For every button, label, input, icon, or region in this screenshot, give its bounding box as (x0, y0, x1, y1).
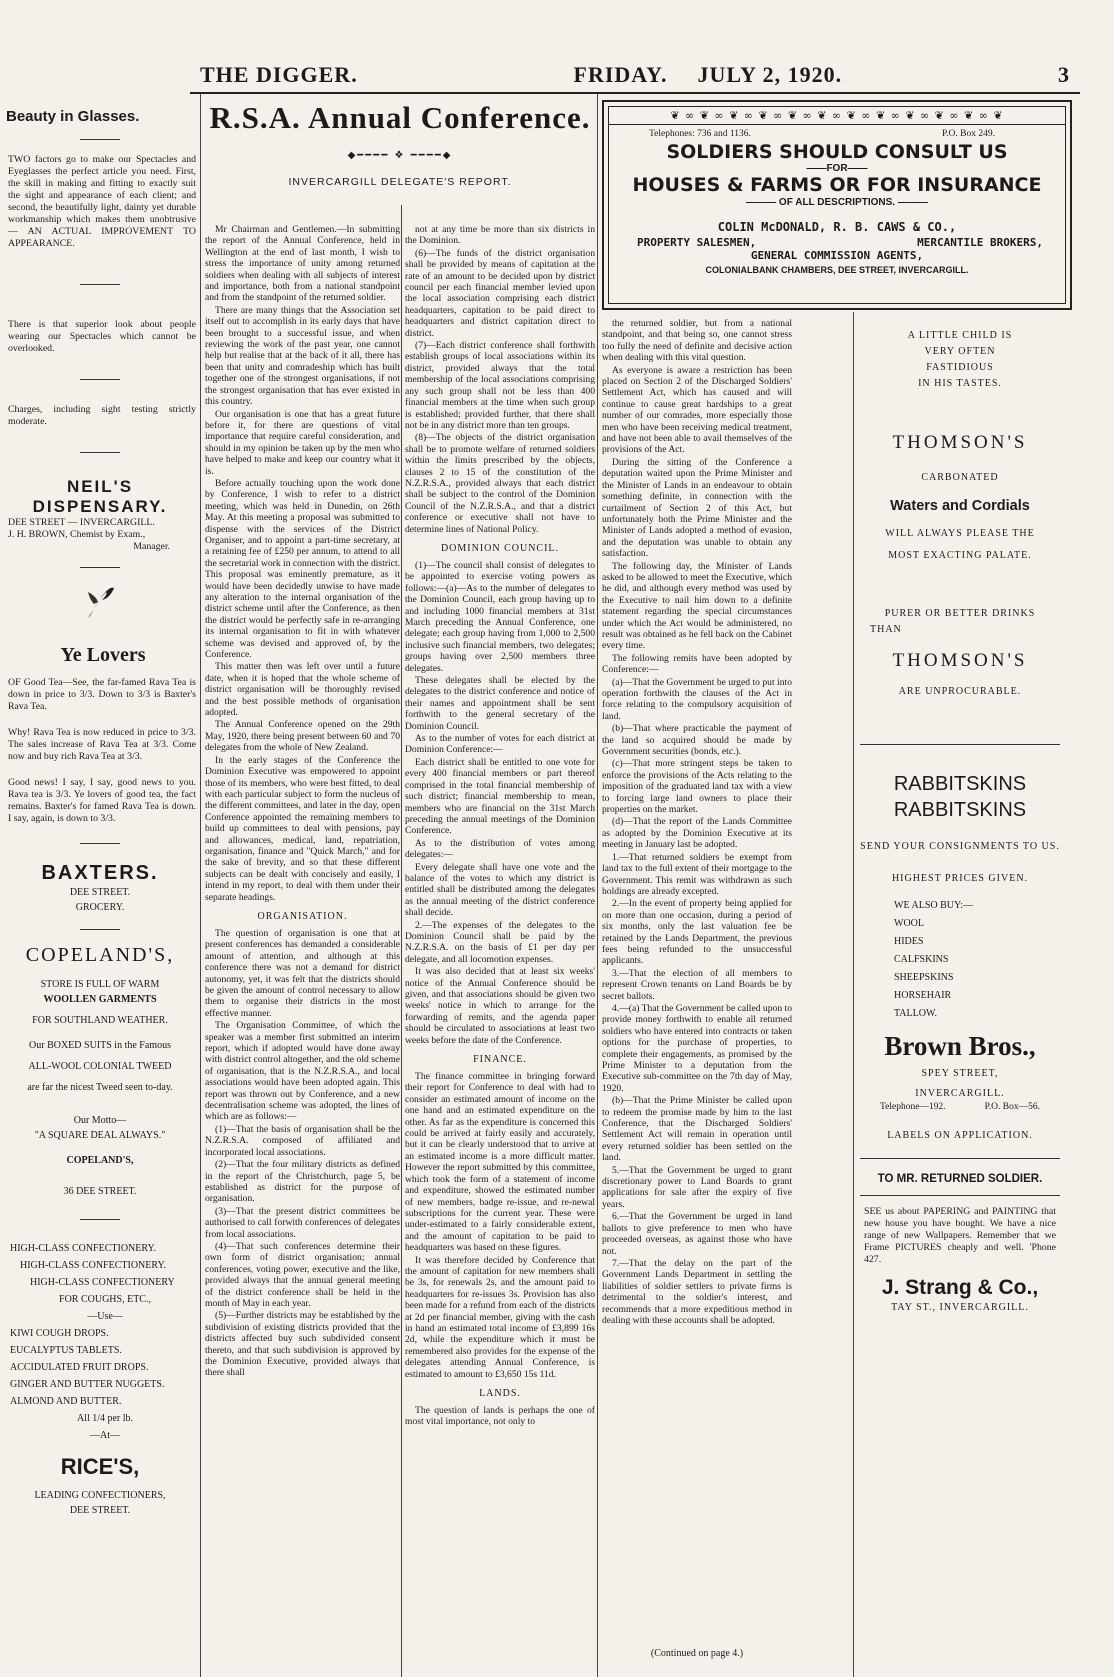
ad-telephones: Telephones: 736 and 1136. (649, 129, 751, 139)
conf-line-3: HIGH-CLASS CONFECTIONERY (30, 1277, 175, 1288)
divider (80, 452, 120, 453)
masthead-rule (190, 92, 1080, 94)
article-paragraph: 2.—The expenses of the delegates to the Dominion Council shall be paid by the N.Z.R.S.A. on the basis of £1 per day per delegate, and all locomotion expenses. (405, 919, 595, 965)
copeland-street: 36 DEE STREET. (63, 1186, 137, 1197)
beauty-heading: Beauty in Glasses. (6, 108, 140, 125)
article-paragraph: (5)—Further districts may be established by the subdivision of existing districts provided that the districts affected buy such subdivided consent thereto, and that such subdivision is approved by the Dominion Executive, provided always that there shall (205, 1310, 400, 1379)
article-column-3 (602, 318, 792, 1673)
article-paragraph: (2)—That the four military districts as defined in the report of the Christchurch, page 5, be established as district for the purpose of organisation. (205, 1159, 400, 1205)
strang-name: J. Strang & Co., (881, 1276, 1039, 1299)
conf-line-7: EUCALYPTUS TABLETS. (10, 1345, 122, 1356)
article-title: R.S.A. Annual Conference. (209, 100, 591, 135)
rabbitskins-2: RABBITSKINS (893, 799, 1027, 821)
article-subtitle: INVERCARGILL DELEGATE'S REPORT. (288, 176, 512, 188)
article-paragraph: (7)—Each district conference shall forthwith establish groups of local associations within its district, provided always that the total membership of the local associations comprising any such group shall not be less than 400 financial members at the time when such group is established; provided further, that there shall not be in any district more than ten groups. (405, 340, 595, 431)
organisation-heading: ORGANISATION. (257, 910, 348, 922)
article-paragraph: The finance committee in bringing forward their report for Conference to deal with had to consider an estimated amount of income on the one hand and an estimated expenditure on the other. As far as the expenditure is concerned this could be arrived at fairly easily and accurately, but it can be clearly understood that to arrive at an estimated income is a more difficult matter. However the report submitted by this committee, which took the form of a statement of income and expenditure, showed the estimated number of new members, badge re-issue, and re-newal subscriptions for the current year. These were under-estimated to a fairly considerable extent, and the amount of capitation to be paid to headquarters was based on these figures. (405, 1071, 595, 1254)
conf-line-4: FOR COUGHS, ETC., (59, 1294, 151, 1305)
article-paragraph: This matter then was left over until a future date, when it is hoped that the whole scheme of district organisation will be thoroughly revised and the best possible methods of organisation adopted. (205, 661, 400, 719)
conf-line-12: —At— (90, 1430, 120, 1441)
ad-role-right: MERCANTILE BROKERS, (917, 236, 1043, 249)
ad-houses-farms: HOUSES & FARMS OR FOR INSURANCE (632, 174, 1042, 196)
continued-note: (Continued on page 4.) (650, 1648, 744, 1659)
article-paragraph: 4.—(a) That the Government be called upon to provide money forthwith to enable all returned soldiers who have entered into contracts or taken options for the purchase of properties, to complete their engagements, as promised by the Prime Minister to a deputation from the Executive sub-committee on the 7th day of May, 1920. (602, 1002, 792, 1094)
please-line-1: WILL ALWAYS PLEASE THE (885, 528, 1035, 539)
divider (80, 929, 120, 930)
article-paragraph: As everyone is aware a restriction has been placed on Section 2 of the Discharged Soldiers' Settlement Act, which has caused and will continue to cause great hardships to a great number of our comrades, more especially those men who have been receiving medical treatment, and have not been able to avail themselves of the provisions of the Act. (602, 364, 792, 456)
brown-invercargill: INVERCARGILL. (915, 1088, 1005, 1099)
divider (80, 843, 120, 844)
child-line-1: A LITTLE CHILD IS (907, 330, 1013, 341)
lands-heading: LANDS. (479, 1388, 521, 1399)
column-rule-2 (401, 205, 402, 1677)
baxters-grocery: GROCERY. (75, 902, 125, 913)
masthead (200, 62, 1070, 90)
baxters-street: DEE STREET. (69, 887, 131, 898)
article-paragraph: 5.—That the Government be urged to grant discretionary power to Land Boards to grant applications for sale after the expiry of five years. (602, 1164, 792, 1210)
brown-telephone: Telephone—192. (880, 1102, 946, 1112)
article-paragraph: It was also decided that at least six weeks' notice of the Annual Conference should be given, and that associations should be given two weeks' notice in which to arrange for the forwarding of remits, and the agenda paper should be circulated to associations at least two weeks before the date of the Conference. (405, 966, 595, 1046)
conf-line-10: ALMOND AND BUTTER. (10, 1396, 122, 1407)
article-paragraph: 3.—That the election of all members to represent Crown tenants on Land Boards be by secret ballots. (602, 967, 792, 1002)
article-paragraph: not at any time be more than six districts in the Dominion. (405, 224, 595, 247)
conf-line-8: ACCIDULATED FRUIT DROPS. (10, 1362, 149, 1373)
article-paragraph: 2.—In the event of property being applied for on more than one occasion, during a period of six months, only the last valuation fee be retained by the Lands Department, the previous fees being refunded to the unsuccessful applicants. (602, 898, 792, 967)
rices-name: RICE'S, (60, 1454, 140, 1479)
buy-item: CALFSKINS (894, 954, 949, 965)
divider (860, 744, 1060, 745)
charges-text: Charges, including sight testing strictly moderate. (8, 404, 196, 427)
conf-line-6: KIWI COUGH DROPS. (10, 1328, 109, 1339)
article-column-1 (205, 224, 400, 1674)
buy-list (860, 897, 1060, 1023)
conf-line-2: HIGH-CLASS CONFECTIONERY. (20, 1260, 166, 1271)
dominion-council-heading: DOMINION COUNCIL. (440, 542, 560, 554)
article-paragraph: 1.—That returned soldiers be exempt from land tax to the full extent of their mortgage to the Government. This remit was withdrawn as such holdings are already excepted. (602, 851, 792, 897)
article-paragraph: (1)—The council shall consist of delegates to be appointed to exercise voting powers as follows:—(a)—As to the number of delegates to the Dominion Council, each group having up to and including 1000 financial members at 31st March preceding the Annual Conference, one delegate; each group having from 1,000 to 2,500 inclusive such financial members, two delegates; groups having over 2,500 members three delegates. (405, 559, 595, 674)
highest-prices: HIGHEST PRICES GIVEN. (891, 873, 1029, 884)
conf-line-5: —Use— (87, 1311, 123, 1322)
ad-role-mid: GENERAL COMMISSION AGENTS, (750, 249, 924, 262)
labels-on-application: LABELS ON APPLICATION. (887, 1130, 1033, 1141)
paper-name: THE DIGGER. (200, 62, 358, 87)
copeland-line-6: are far the nicest Tweed seen to-day. (27, 1082, 173, 1093)
buy-item: TALLOW. (894, 1008, 937, 1019)
lovers-text-1: OF Good Tea—See, the far-famed Rava Tea is down in price to 3/3. Down to 3/3 is Baxter's Rava Tea. (8, 677, 196, 712)
ad-address: COLONIALBANK CHAMBERS, DEE STREET, INVERCARGILL. (705, 265, 969, 275)
unprocurable: ARE UNPROCURABLE. (898, 686, 1022, 697)
rices-tagline: LEADING CONFECTIONERS, (34, 1490, 166, 1501)
thomsons-name: THOMSON'S (892, 432, 1028, 453)
copeland-line-4: Our BOXED SUITS in the Famous (29, 1040, 171, 1051)
dispensary-street: DEE STREET — INVERCARGILL. (8, 517, 155, 528)
lovers-text-2: Why! Rava Tea is now reduced in price to 3/3. The sales increase of Rava Tea at 3/3. Come now and buy rich Rava Tea at 3/3. (8, 727, 196, 762)
child-line-2: VERY OFTEN (924, 346, 996, 357)
copeland-motto: "A SQUARE DEAL ALWAYS." (34, 1130, 166, 1141)
article-paragraph: (d)—That the report of the Lands Committee as adopted by the Dominion Executive at its meeting in January last be adopted. (602, 816, 792, 851)
masthead-day: FRIDAY. (573, 62, 668, 87)
divider (80, 379, 120, 380)
spey-street: SPEY STREET, (921, 1068, 999, 1079)
article-paragraph: Every delegate shall have one vote and the balance of the votes to which any district is entitled shall be distributed among the delegates as the annual meeting of the district conference shall decide. (405, 861, 595, 919)
divider (860, 1158, 1060, 1159)
masthead-date: JULY 2, 1920. (697, 62, 843, 87)
copeland-line-1: STORE IS FULL OF WARM (40, 979, 160, 990)
ornament-border: ❦ ∞ ❦ ∞ ❦ ∞ ❦ ∞ ❦ ∞ ❦ ∞ ❦ ∞ ❦ ∞ ❦ ∞ ❦ ∞ ❦ ∞ ❦ (609, 107, 1065, 125)
article-paragraph: (6)—The funds of the district organisation shall be provided by means of capitation at the rate of an amount to be decided upon by district council per each financial member levied upon the local association comprising each district headquarters, capitation to be paid direct to headquarters and district capitation direct to district. (405, 247, 595, 339)
copeland-line-2: WOOLLEN GARMENTS (43, 994, 157, 1005)
article-paragraph: Mr Chairman and Gentlemen.—In submitting the report of the Annual Conference, held in Wellington at the end of last month, I wish to stress the importance of unity among returned soldiers when dealing with all subjects of interest and importance, both from a national standpoint and from the standpoint of the returned soldier. (205, 224, 400, 304)
article-paragraph: (b)—That the Prime Minister be called upon to redeem the promise made by him to the last Conference, that the Discharged Soldiers' Settlement Act will remain in operation until every returned soldier has been settled on the land. (602, 1095, 792, 1164)
please-line-2: MOST EXACTING PALATE. (888, 550, 1032, 561)
copeland-line-3: FOR SOUTHLAND WEATHER. (32, 1015, 168, 1026)
lovers-heading: Ye Lovers (60, 644, 146, 666)
superior-text: There is that superior look about people wearing our Spectacles which cannot be overlooked. (8, 319, 196, 354)
divider (860, 1195, 1060, 1196)
buy-item: HORSEHAIR (894, 990, 952, 1001)
divider (80, 567, 120, 568)
article-paragraph: As to the distribution of votes among delegates:— (405, 837, 595, 861)
child-line-3: FASTIDIOUS (926, 362, 994, 373)
carbonated: CARBONATED (921, 472, 999, 483)
conf-line-1: HIGH-CLASS CONFECTIONERY. (10, 1243, 156, 1254)
article-paragraph: (a)—That the Government be urged to put into operation forthwith the clauses of the Act in force relating to the compulsory acquisition of land. (602, 676, 792, 722)
buy-item: WE ALSO BUY:— (894, 900, 974, 911)
article-paragraph: The Annual Conference opened on the 29th May, 1920, there being present between 60 and 70 delegates from the whole of New Zealand. (205, 719, 400, 754)
ad-headline: SOLDIERS SHOULD CONSULT US (666, 141, 1008, 163)
article-paragraph: (b)—That where practicable the payment of the land so acquired should be made by Government securities (bonds, etc.). (602, 723, 792, 758)
confectionery-list (0, 1240, 200, 1444)
beauty-text: TWO factors go to make our Spectacles and Eyeglasses the perfect article you need. First, the skill in making and fitting to exactly suit the sight and appearance of each client; and second, the beautifully light, dainty yet durable workmanship which makes them unobtrusive — AN ACTUAL IMPROVEMENT TO APPEARANCE. (8, 154, 196, 249)
dispensary-manager: Manager. (133, 541, 170, 552)
copeland-motto-label: Our Motto— (73, 1115, 127, 1126)
article-paragraph: 6.—That the Government be urged in land ballots to give preference to men who have proceeded overseas, as against those who have not. (602, 1211, 792, 1257)
returned-soldier: TO MR. RETURNED SOLDIER. (877, 1173, 1043, 1185)
copeland-name: COPELAND'S, (25, 944, 175, 966)
article-paragraph: The question of lands is perhaps the one of most vital importance, not only to (405, 1405, 595, 1428)
article-paragraph: During the sitting of the Conference a deputation waited upon the Prime Minister and the Minister of Lands in an endeavour to obtain something definite, in connection with the curtailment of Section 2 of this Act, but unfortunately both the Prime Minister and the Minister of Lands adopted a method of evasion, and the deputation was unable to obtain any satisfaction. (602, 456, 792, 560)
article-paragraph: The Organisation Committee, of which the speaker was a member first submitted an interim report, which if adopted would have done away with district control altogether, and the old scheme of organisation, that is the N.Z.R.S.A., and local associations would have been adopted again. This report was thrown out by Conference, and a new decentralisation scheme was adopted, the lines of which are as follows:— (205, 1020, 400, 1123)
conf-line-11: All 1/4 per lb. (76, 1413, 134, 1424)
column-rule-3 (597, 94, 598, 1677)
ad-role-left: PROPERTY SALESMEN, (637, 236, 757, 249)
article-paragraph: (4)—That such conferences determine their own form of district organisation; annual conferences, voting power, executive and the like, provided always that the annual general meeting of the district conference shall be held in the month of May in each year. (205, 1240, 400, 1309)
column-rule-1 (200, 94, 201, 1677)
article-paragraph: (3)—That the present district committees be authorised to call forwith conferences of delegates from local associations. (205, 1205, 400, 1240)
purer-line-2: THAN (870, 624, 902, 635)
dispensary-chemist: J. H. BROWN, Chemist by Exam., (8, 529, 146, 540)
divider (80, 284, 120, 285)
rabbitskins-1: RABBITSKINS (893, 773, 1027, 795)
copeland-name-2: COPELAND'S, (66, 1155, 134, 1166)
article-paragraph: The following day, the Minister of Lands asked to be allowed to meet the Executive, which he did, and although every method was used by the Executive to nail him down to a definite statement regarding the special circumstances under which the Act would be administered, no result was obtained as he fell back on the Cabinet every time. (602, 560, 792, 652)
divider (80, 139, 120, 140)
buy-item: SHEEPSKINS (894, 972, 954, 983)
strang-text: SEE us about PAPERING and PAINTING that new house you have bought. We have a nice range of new Wallpapers. Remember that we Frame PICTURES cheaply and well. 'Phone 427. (864, 1206, 1056, 1265)
article-paragraph: (8)—The objects of the district organisation shall be to promote welfare of returned soldiers within the limits prescribed by the objects, clauses 2 to 15 of the constitution of the N.Z.R.S.A., provided always that each district shall be subject to the control of the Dominion Council of the N.Z.R.S.A., and that a district conference or executive shall not have to determine lines of National Policy. (405, 432, 595, 535)
buy-item: HIDES (894, 936, 924, 947)
article-paragraph: (1)—That the basis of organisation shall be the N.Z.R.S.A. composed of affiliated and incorporated local associations. (205, 1123, 400, 1158)
article-paragraph: (c)—That more stringent steps be taken to enforce the provisions of the Acts relating to the imposition of the graduated land tax with a view to forcing large land owners to place their properties on the market. (602, 758, 792, 816)
finance-heading: FINANCE. (473, 1054, 527, 1066)
purer-line-1: PURER OR BETTER DRINKS (884, 608, 1036, 619)
column-rule-4 (853, 312, 854, 1677)
article-paragraph: These delegates shall be elected by the delegates to the district conference and notice of their names and appointment shall be sent forthwith to the general secretary of the Dominion Council. (405, 675, 595, 732)
conf-line-9: GINGER AND BUTTER NUGGETS. (10, 1379, 165, 1390)
copeland-line-5: ALL-WOOL COLONIAL TWEED (28, 1061, 172, 1072)
article-paragraph: There are many things that the Association set itself out to accomplish in its early days that have been brought to a successful issue, and when reviewing the work of the past year, one cannot help but realise that at the back of it all, there has been that unity and comradeship which has built together one of the strongest organisations, if not the strongest organisation that has ever existed in this country. (205, 304, 400, 408)
lovers-text-3: Good news! I say, I say, good news to you. Rava tea is 3/3. Ye lovers of good tea, the fact remains. Baxter's for famed Rava Tea is down. I say, again, is down to 3/3. (8, 777, 196, 824)
article-column-2 (405, 224, 595, 1674)
right-ad-column (860, 318, 1060, 1673)
article-paragraph: As to the number of votes for each district at Dominion Conference:— (405, 733, 595, 756)
article-paragraph: 7.—That the delay on the part of the Government Lands Department in settling the liabilities of soldier settlers to private firms is detrimental to the soldier's interest, and recommends that a more expeditious method in dealing with these accounts shall be adopted. (602, 1257, 792, 1326)
article-paragraph: The following remits have been adopted by Conference:— (602, 652, 792, 676)
waters-cordials: Waters and Cordials (890, 498, 1030, 514)
thomsons-name-2: THOMSON'S (892, 650, 1028, 671)
article-paragraph: Before actually touching upon the work done by Conference, I wish to refer to a district meeting, which was held in Dunedin, on 26th May. At this meeting a proposal was submitted to dispense with the services of the District Organiser, and to appoint a part-time secretary, at a retaining fee of £250 per annum, to attend to all the secretarial work in connection with the district. This proposal was eminently premature, as it would have been decidedly unwise to have made any alteration to the internal organisation of the district scheme until after the Conference, as then the district would be perfectly safe in re-arranging its internal organisation to fit in with whatever scheme was devised and approved of, by the Conference. (205, 477, 400, 661)
consult-us-ad (602, 100, 1072, 310)
baxters-name: BAXTERS. (41, 862, 159, 884)
rices-street: DEE STREET. (69, 1505, 131, 1516)
article-paragraph: The question of organisation is one that at present conferences has demanded a considerable amount of attention, and although at this conference there was not a demand for district autonomy, yet, it was felt that the districts should be given the amount of control necessary to allow them to organise their districts in the most effective manner. (205, 927, 400, 1019)
article-paragraph: Each district shall be entitled to one vote for every 400 financial members or part thereof comprised in the total financial membership of such district; financial membership to mean, members who are financial on the 31st March preceding the annual meetings of the Dominion Conference. (405, 756, 595, 837)
send-consignments: SEND YOUR CONSIGNMENTS TO US. (860, 841, 1060, 852)
article-paragraph: It was therefore decided by Conference that the amount of capitation for new members shall be 3s, for renewals 2s, and the amount paid to headquarters for re-issues 3s. Provision has also been made for a refund from each of the districts at 2d per financial member, giving with the cash in hand an estimated total income of £3,899 16s 2d, while the expenditure which it must be remembered also provides for the expense of the delegates attending Annual Conference, is estimated to amount to £3,650 15s 11d. (405, 1254, 595, 1380)
brown-bros: Brown Bros., (884, 1031, 1036, 1061)
dispensary-name: NEIL'S DISPENSARY. (32, 477, 168, 516)
article-paragraph: In the early stages of the Conference the Dominion Executive was empowered to appoint those of its members, who were best fitted, to deal with each particular subject to form the nucleus of the different committees, and later in the day, open Conference appointed the remaining members to build up committees to deal with pensions, pay and allowances, medical, land, repatriation, organisation, finance and "Quick March," and for the sake of brevity, and so that these different subjects can be dealt with concisely and easily, I intend in my report, to deal with them under their separate headings. (205, 754, 400, 903)
ad-firm: COLIN McDONALD, R. B. CAWS & CO., (717, 220, 957, 234)
ad-for: ——FOR—— (806, 163, 868, 174)
ad-po-box: P.O. Box 249. (941, 129, 995, 139)
strang-address: TAY ST., INVERCARGILL. (891, 1302, 1029, 1313)
page-number: 3 (1058, 62, 1070, 87)
left-ad-column (0, 94, 200, 1677)
title-ornament: ◆━━━━ ❖ ━━━━◆ (347, 150, 453, 161)
article-paragraph: Our organisation is one that has a great future before it, for there are questions of vital importance that require careful consideration, and should in my opinion be taken up by the men who have helped to make and keep our country what it is. (205, 408, 400, 477)
article-paragraph: the returned soldier, but from a national standpoint, and that being so, one cannot stress too fully the need of definite and decisive action when dealing with this vital question. (602, 318, 792, 364)
brown-po-box: P.O. Box—56. (984, 1102, 1040, 1112)
ad-descriptions: ——— OF ALL DESCRIPTIONS. ——— (746, 197, 928, 208)
child-line-4: IN HIS TASTES. (918, 378, 1002, 389)
quill-feather-icon (0, 582, 200, 630)
buy-item: WOOL (894, 918, 924, 929)
divider (80, 1219, 120, 1220)
